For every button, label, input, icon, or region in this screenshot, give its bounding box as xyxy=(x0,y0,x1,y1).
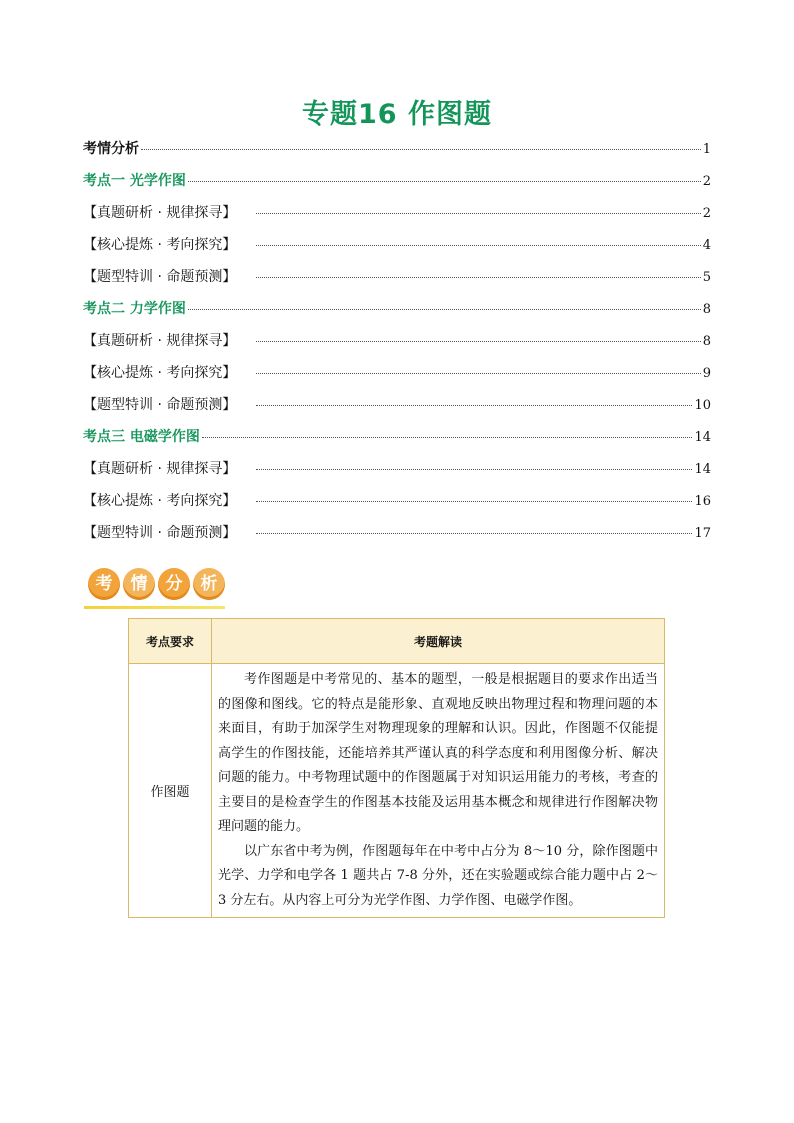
toc-page-number: 17 xyxy=(694,526,711,541)
toc-leader-dots xyxy=(188,309,701,310)
section-badge xyxy=(84,564,229,610)
toc-page-number: 10 xyxy=(694,398,711,413)
toc-page-number: 14 xyxy=(694,430,711,445)
toc-leader-dots xyxy=(256,501,692,502)
toc-entry[interactable] xyxy=(83,362,711,394)
toc-entry[interactable] xyxy=(83,298,711,330)
toc-page-number: 16 xyxy=(694,494,711,509)
toc-leader-dots xyxy=(141,149,701,150)
toc-leader-dots xyxy=(256,277,700,278)
toc-leader-dots xyxy=(202,437,693,438)
toc-leader-dots xyxy=(256,405,692,406)
toc-entry-label: 【真题研析 · 规律探寻】 xyxy=(83,333,237,349)
toc-leader-dots xyxy=(188,181,701,182)
toc-page-number: 5 xyxy=(702,270,711,285)
exam-analysis-table xyxy=(128,618,665,918)
toc-page-number: 14 xyxy=(694,462,711,477)
toc-entry-label: 【题型特训 · 命题预测】 xyxy=(83,397,237,413)
toc-leader-dots xyxy=(256,533,692,534)
toc-entry[interactable] xyxy=(83,170,711,202)
toc-entry-label: 考点三 电磁学作图 xyxy=(83,429,200,445)
header-interpretation: 考题解读 xyxy=(212,619,665,664)
toc-entry[interactable] xyxy=(83,234,711,266)
toc-page-number: 8 xyxy=(702,302,711,317)
toc-entry-label: 【核心提炼 · 考向探究】 xyxy=(83,237,237,253)
header-requirement: 考点要求 xyxy=(129,619,212,664)
interpretation-cell xyxy=(212,664,665,918)
toc-entry-label: 【真题研析 · 规律探寻】 xyxy=(83,205,237,221)
toc-entry-label: 【核心提炼 · 考向探究】 xyxy=(83,365,237,381)
badge-char: 情 xyxy=(123,568,155,600)
toc-entry[interactable] xyxy=(83,458,711,490)
toc-entry[interactable] xyxy=(83,426,711,458)
requirement-cell: 作图题 xyxy=(129,664,212,918)
toc-leader-dots xyxy=(256,469,692,470)
toc-leader-dots xyxy=(256,245,700,246)
toc-page-number: 4 xyxy=(702,238,711,253)
badge-underline xyxy=(84,606,225,609)
toc-page-number: 1 xyxy=(702,142,711,157)
toc-entry[interactable] xyxy=(83,266,711,298)
table-of-contents xyxy=(83,138,711,554)
toc-entry-label: 考情分析 xyxy=(83,141,139,157)
toc-entry-label: 考点一 光学作图 xyxy=(83,173,186,189)
toc-entry-label: 【核心提炼 · 考向探究】 xyxy=(83,493,237,509)
toc-leader-dots xyxy=(256,341,700,342)
toc-page-number: 8 xyxy=(702,334,711,349)
toc-entry[interactable] xyxy=(83,394,711,426)
table-header-row xyxy=(129,619,665,664)
table-row xyxy=(129,664,665,918)
badge-char: 分 xyxy=(158,568,190,600)
toc-entry[interactable] xyxy=(83,202,711,234)
interpretation-paragraph-2: 以广东省中考为例，作图题每年在中考中占分为 8～10 分，除作图题中光学、力学和电学各 1 题共占 7-8 分外，还在实验题或综合能力题中占 2～3 分左右。从内容上可分为光学作图、力学作图、电磁学作图。 xyxy=(218,843,658,908)
toc-entry-label: 考点二 力学作图 xyxy=(83,301,186,317)
interpretation-paragraph-1: 考作图题是中考常见的、基本的题型，一般是根据题目的要求作出适当的图像和图线。它的特点是能形象、直观地反映出物理过程和物理问题的本来面目，有助于加深学生对物理现象的理解和认识。因此，作图题不仅能提高学生的作图技能，还能培养其严谨认真的科学态度和利用图像分析、解决问题的能力。中考物理试题中的作图题属于对知识运用能力的考核，考查的主要目的是检查学生的作图基本技能及运用基本概念和规律进行作图解决物理问题的能力。 xyxy=(218,672,658,834)
toc-entry-label: 【真题研析 · 规律探寻】 xyxy=(83,461,237,477)
toc-entry-label: 【题型特训 · 命题预测】 xyxy=(83,525,237,541)
toc-entry[interactable] xyxy=(83,330,711,362)
toc-entry[interactable] xyxy=(83,490,711,522)
toc-page-number: 9 xyxy=(702,366,711,381)
toc-page-number: 2 xyxy=(702,174,711,189)
toc-entry[interactable] xyxy=(83,138,711,170)
badge-char: 析 xyxy=(193,568,225,600)
badge-char: 考 xyxy=(88,568,120,600)
toc-leader-dots xyxy=(256,213,700,214)
toc-leader-dots xyxy=(256,373,700,374)
toc-entry-label: 【题型特训 · 命题预测】 xyxy=(83,269,237,285)
toc-entry[interactable] xyxy=(83,522,711,554)
page-title: 专题16 作图题 xyxy=(302,99,492,130)
toc-page-number: 2 xyxy=(702,206,711,221)
